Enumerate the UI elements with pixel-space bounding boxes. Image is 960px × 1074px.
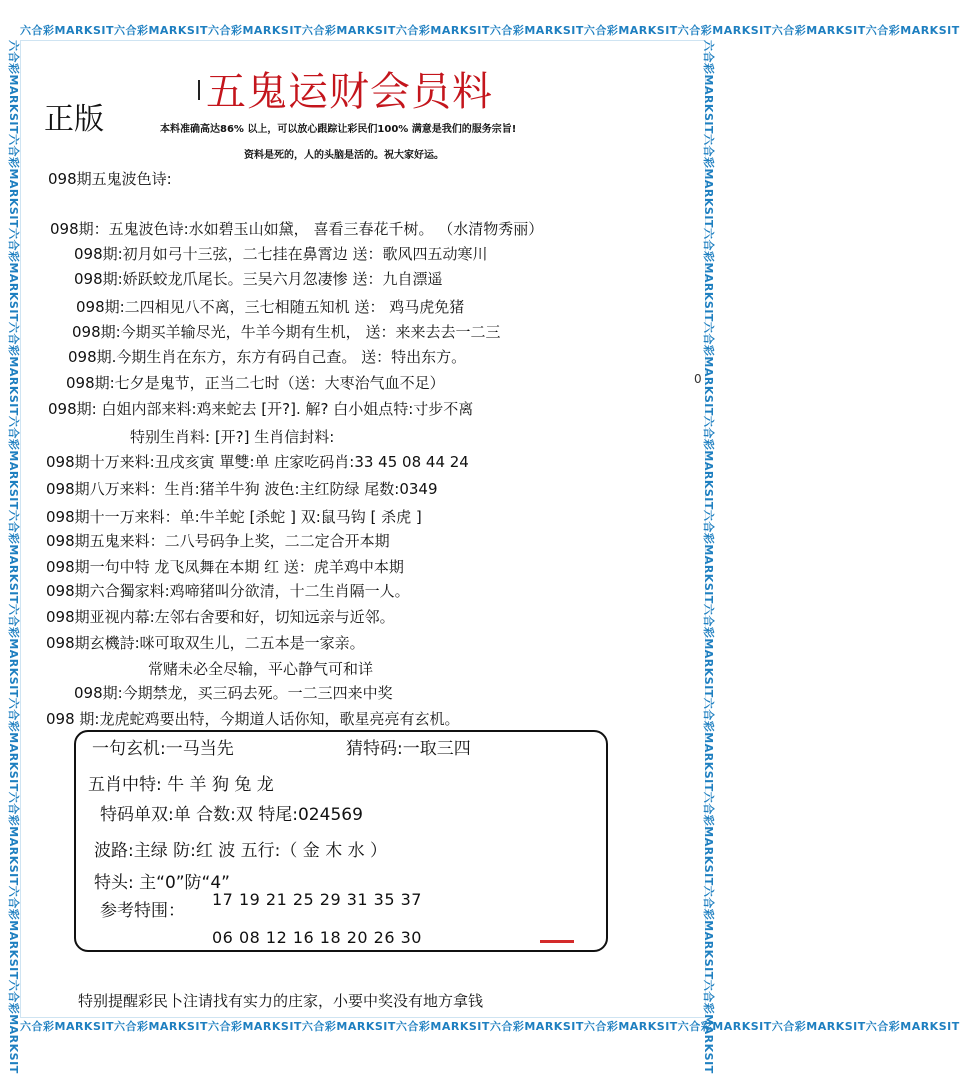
watermark-right-text: 六合彩MARKSIT六合彩MARKSIT六合彩MARKSIT六合彩MARKSIT六合彩MARKSIT六合彩MARKSIT六合彩MARKSIT六合彩MARKSIT六合彩MARKSIT六合彩MARKSIT六合彩MARKSIT <box>702 40 715 1074</box>
edition-label: 正版 <box>44 102 104 137</box>
text-line: 常赌未必全尽输，平心静气可和详 <box>148 660 374 678</box>
text-line: 098期：五鬼波色诗:水如碧玉山如黛， 喜看三春花千树。 （水清物秀丽） <box>50 220 544 238</box>
watermark-border-left <box>7 40 22 1074</box>
text-line: 098期: 白姐内部来料:鸡来蛇去 [开?]. 解? 白小姐点特:寸步不离 <box>48 400 474 418</box>
title-divider <box>198 70 201 104</box>
reference-row-2: 06 08 12 16 18 20 26 30 <box>212 928 422 947</box>
text-line: 098期:七夕是鬼节，正当二七时（送：大枣治气血不足） <box>66 374 445 392</box>
reference-label: 参考特围： <box>100 901 185 921</box>
guess-text: 猜特码:一取三四 <box>346 739 471 759</box>
tagline: 本料准确高达86% 以上，可以放心跟踪让彩民们100% 满意是我们的服务宗旨! <box>160 124 517 135</box>
text-line: 098期十一万来料：单:牛羊蛇 [杀蛇 ] 双:鼠马钩 [ 杀虎 ] <box>46 508 422 526</box>
text-line: 098期:初月如弓十三弦，二七挂在鼻霄边 送：歌风四五动寒川 <box>74 245 488 263</box>
watermark-border-top: 六合彩MARKSIT六合彩MARKSIT六合彩MARKSIT六合彩MARKSIT六合彩MARKSIT六合彩MARKSIT六合彩MARKSIT六合彩MARKSIT六合彩MARKSIT六合彩MARKSIT <box>20 24 960 37</box>
text-line: 098期五鬼波色诗: <box>48 170 172 188</box>
footer-notice: 特别提醒彩民卜注请找有实力的庄家，小要中奖没有地方拿钱 <box>78 992 484 1010</box>
watermark-border-bottom: 六合彩MARKSIT六合彩MARKSIT六合彩MARKSIT六合彩MARKSIT六合彩MARKSIT六合彩MARKSIT六合彩MARKSIT六合彩MARKSIT六合彩MARKSIT六合彩MARKSIT <box>20 1020 960 1033</box>
watermark-border-right <box>702 40 717 1074</box>
text-line: 098期八万来料：生肖:猪羊牛狗 波色:主红防绿 尾数:0349 <box>46 480 438 498</box>
text-line: 特别生肖料: [开?] 生肖信封料: <box>130 428 335 446</box>
text-line: 098期:今期禁龙，买三码去死。一二三四来中奖 <box>74 684 393 702</box>
text-line: 098期一句中特 龙飞凤舞在本期 红 送：虎羊鸡中本期 <box>46 558 404 576</box>
text-line: 098期亚视内幕:左邻右舍要和好，切知远亲与近邻。 <box>46 608 395 626</box>
page-title: 五鬼运财会员料 <box>206 69 493 115</box>
reference-row-1: 17 19 21 25 29 31 35 37 <box>212 890 422 909</box>
head-text: 特头: 主“0”防“4” <box>94 873 230 893</box>
text-line: 098期:二四相见八不离，三七相随五知机 送： 鸡马虎免猪 <box>76 298 465 316</box>
odd-even-text: 特码单双:单 合数:双 特尾:024569 <box>100 805 363 825</box>
text-line: 098期玄機詩:咪可取双生儿，二五本是一家亲。 <box>46 634 365 652</box>
text-line: 098期十万来料:丑戌亥寅 單雙:单 庄家吃码肖:33 45 08 44 24 <box>46 453 469 471</box>
side-mark: 0 <box>694 372 702 386</box>
wave-text: 波路:主绿 防:红 波 五行:（ 金 木 水 ） <box>94 841 388 861</box>
watermark-left-text: 六合彩MARKSIT六合彩MARKSIT六合彩MARKSIT六合彩MARKSIT六合彩MARKSIT六合彩MARKSIT六合彩MARKSIT六合彩MARKSIT六合彩MARKSIT六合彩MARKSIT六合彩MARKSIT <box>7 40 20 1074</box>
five-zodiac-text: 五肖中特: 牛 羊 狗 兔 龙 <box>88 775 274 795</box>
text-line: 098 期:龙虎蛇鸡要出特，今期道人话你知，歌星亮亮有玄机。 <box>46 710 460 728</box>
motto: 资料是死的，人的头脑是活的。祝大家好运。 <box>244 150 444 161</box>
text-line: 098期:今期买羊输尽光，牛羊今期有生机， 送：来来去去一二三 <box>72 323 501 341</box>
red-mark <box>540 940 574 943</box>
text-line: 098期:娇跃蛟龙爪尾长。三吴六月忽凄惨 送：九自漂遥 <box>74 270 443 288</box>
text-line: 098期五鬼来料：二八号码争上奖，二二定合开本期 <box>46 532 390 550</box>
text-line: 098期.今期生肖在东方，东方有码自己查。 送：特出东方。 <box>68 348 467 366</box>
text-line: 098期六合獨家料:鸡啼猪叫分欲清，十二生肖隔一人。 <box>46 582 410 600</box>
riddle-text: 一句玄机:一马当先 <box>92 739 234 759</box>
